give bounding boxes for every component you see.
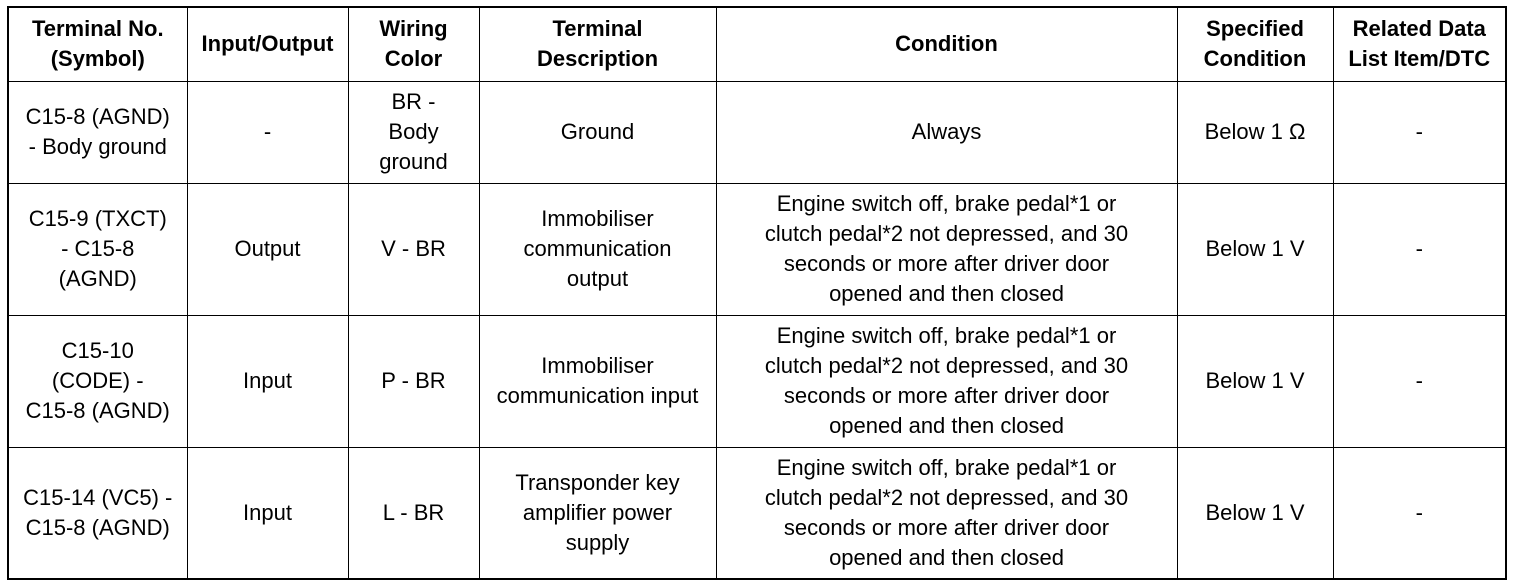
cell-related: - [1333,81,1506,183]
table-row [8,81,1506,183]
cell-description: Immobiliser communication input [479,315,716,447]
cell-specified: Below 1 V [1177,447,1333,579]
header-related-data: Related Data List Item/DTC [1333,7,1506,81]
terminal-table-container [7,6,1505,576]
cell-input-output: - [187,81,348,183]
cell-condition: Engine switch off, brake pedal*1 or clutch pedal*2 not depressed, and 30 seconds or more after driver door opened and then closed [716,315,1177,447]
cell-input-output: Output [187,183,348,315]
cell-related: - [1333,183,1506,315]
header-terminal-description: Terminal Description [479,7,716,81]
cell-input-output: Input [187,447,348,579]
table-row [8,183,1506,315]
table-row [8,315,1506,447]
cell-specified: Below 1 V [1177,315,1333,447]
cell-wiring-color: L - BR [348,447,479,579]
cell-description: Transponder key amplifier power supply [479,447,716,579]
cell-related: - [1333,315,1506,447]
cell-condition: Engine switch off, brake pedal*1 or clutch pedal*2 not depressed, and 30 seconds or more after driver door opened and then closed [716,447,1177,579]
header-terminal-no: Terminal No. (Symbol) [8,7,187,81]
header-condition: Condition [716,7,1177,81]
cell-description: Immobiliser communication output [479,183,716,315]
cell-specified: Below 1 V [1177,183,1333,315]
cell-input-output: Input [187,315,348,447]
cell-condition: Always [716,81,1177,183]
header-wiring-color: Wiring Color [348,7,479,81]
header-input-output: Input/Output [187,7,348,81]
cell-terminal: C15-10 (CODE) - C15-8 (AGND) [8,315,187,447]
cell-specified: Below 1 Ω [1177,81,1333,183]
cell-terminal: C15-14 (VC5) - C15-8 (AGND) [8,447,187,579]
table-row [8,447,1506,579]
cell-terminal: C15-9 (TXCT) - C15-8 (AGND) [8,183,187,315]
cell-condition: Engine switch off, brake pedal*1 or clutch pedal*2 not depressed, and 30 seconds or more after driver door opened and then closed [716,183,1177,315]
header-row [8,7,1506,81]
cell-terminal: C15-8 (AGND) - Body ground [8,81,187,183]
terminal-table [7,6,1507,580]
cell-related: - [1333,447,1506,579]
header-specified-condition: Specified Condition [1177,7,1333,81]
cell-wiring-color: V - BR [348,183,479,315]
cell-wiring-color: P - BR [348,315,479,447]
cell-description: Ground [479,81,716,183]
cell-wiring-color: BR - Body ground [348,81,479,183]
